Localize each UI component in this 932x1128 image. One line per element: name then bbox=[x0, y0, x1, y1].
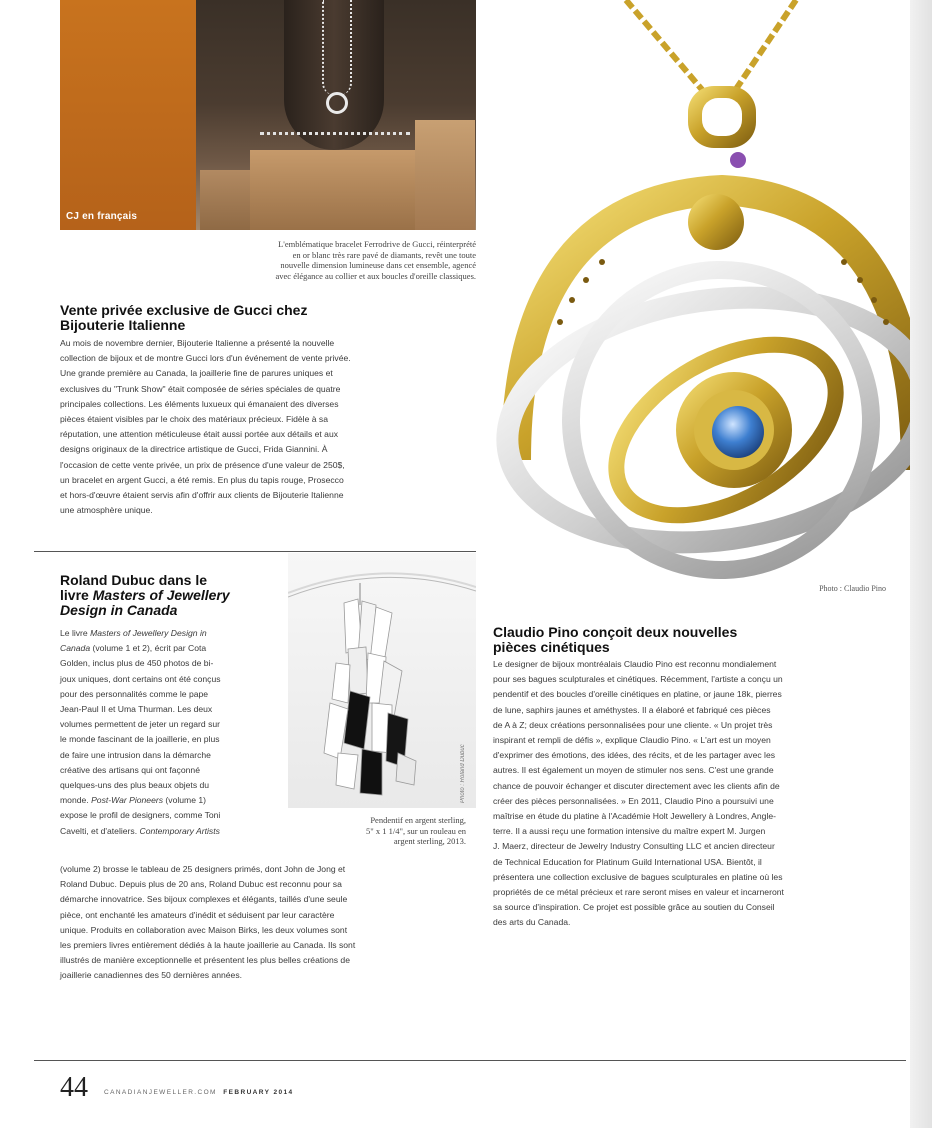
kinetic-pendant-illustration bbox=[476, 0, 910, 590]
pendant-illustration bbox=[288, 553, 476, 808]
gucci-display-photo bbox=[60, 0, 476, 230]
footer-rule bbox=[34, 1060, 906, 1061]
photo-caption: Pendentif en argent sterling, 5" x 1 1/4", sur un rouleau en argent sterling, 2013. bbox=[366, 815, 466, 846]
section-badge: CJ en français bbox=[66, 211, 138, 222]
display-box bbox=[200, 170, 255, 230]
article-headline: Claudio Pino conçoit deux nouvelles pièces cinétiques bbox=[493, 624, 738, 655]
orange-strip bbox=[60, 0, 196, 230]
article-headline: Roland Dubuc dans le livre Masters of Jewellery Design in Canada bbox=[60, 572, 230, 618]
photo-credit: Photo : Roland Dubuc bbox=[460, 744, 466, 803]
page-number: 44 bbox=[60, 1072, 88, 1103]
necklace-chain bbox=[322, 0, 352, 95]
display-box bbox=[250, 150, 420, 230]
dubuc-pendant-photo bbox=[288, 553, 476, 808]
article-body: Le livre Masters of Jewellery Design in Canada (volume 1 et 2), écrit par Cota Golden, inclus plus de 450 photos de bi- joux uniques, dont certains ont été conçus pour des personnalités comme le pape Jean-Paul II et Uma Thurman. Les deux volumes permettent de jeter un regard sur le monde fascinant de la joaillerie, en plus de faire une intrusion dans la démarche créative des artisans qui ont façonné quelques-uns des plus beaux objets du monde. Post-War Pioneers (volume 1) expose le profil de designers, comme Toni Cavelti, et d'ateliers. Contemporary Artists bbox=[60, 628, 221, 836]
bracelet bbox=[260, 132, 410, 143]
photo-caption: L'emblématique bracelet Ferrodrive de Gucci, réinterprété en or blanc très rare pavé de diamants, revêt une toute nouvelle dimension lumineuse dans cet ensemble, agencé avec élégance au collier et aux boucles d'oreille classiques. bbox=[275, 239, 476, 281]
photo-credit: Photo : Claudio Pino bbox=[819, 584, 886, 593]
article-body: (volume 2) brosse le tableau de 25 designers primés, dont John de Jong et Roland Dubuc. Depuis plus de 20 ans, Roland Dubuc est reconnu pour sa démarche innovatrice. Ses bijoux complexes et élégants, taillés d'une seule pièce, ont enchanté les amateurs d'inédit et séduisent par leur caractère unique. Produits en collaboration avec Maison Birks, les deux volumes sont les premiers livres entièrement dédiés à la haute joaillerie au Canada. Ils sont illustrés de manière exceptionnelle et présentent les plus belles créations de joaillerie canadiennes des 50 dernières années. bbox=[60, 864, 356, 981]
necklace-pendant bbox=[326, 92, 348, 114]
section-divider bbox=[34, 551, 476, 552]
claudio-pino-pendant-photo bbox=[476, 0, 910, 590]
article-body: Le designer de bijoux montréalais Claudio Pino est reconnu mondialement pour ses bagues sculpturales et cinétiques. Récemment, l'artiste a conçu un pendentif et des boucles d'oreille cinétiques en platine, or jaune 18k, pierres de lune, saphirs jaunes et améthystes. Il a élaboré et fabriqué ces pièces de A à Z; deux créations personnalisées pour une cliente. « Un projet très inspirant et rempli de défis », explique Claudio Pino. « L'art est un moyen d'exprimer des émotions, des idées, des récits, et de les partager avec les autres. Il est également un moyen de stimuler nos sens. C'est une grande chance de pouvoir échanger et discuter directement avec les clients afin de créer des pièces personnalisées. » En 2011, Claudio Pino a poursuivi une maîtrise en étude du platine à l'Académie Holt Jewellery à Londres, Angle- terre. Il a aussi reçu une formation intensive du maître expert M. Jurgen J. Maerz, directeur de Jewelry Industry Consulting LLC et ancien directeur de Technical Education for Platinum Guild International USA. Bientôt, il présentera une collection exclusive de bagues sculpturales en platine où les propriétés de ce métal précieux et rare seront mises en valeur et incarneront sa source d'inspiration. Ce projet est possible grâce au soutien du Conseil des arts du Canada. bbox=[493, 659, 784, 928]
article-headline: Vente privée exclusive de Gucci chez Bijouterie Italienne bbox=[60, 302, 308, 333]
footer-masthead: CANADIANJEWELLER.COM FEBRUARY 2014 bbox=[104, 1089, 294, 1096]
display-box bbox=[415, 120, 475, 230]
page-edge bbox=[910, 0, 932, 1128]
article-body: Au mois de novembre dernier, Bijouterie Italienne a présenté la nouvelle collection de bijoux et de montre Gucci lors d'un événement de vente privée. Une grande première au Canada, la joaillerie fine de parures uniques et exclusives du "Trunk Show" était composée de séries spéciales de quatre principales collections. Les éléments luxueux qui émanaient des diverses pièces étaient visibles par le choix des matériaux précieux. Fidèle à sa réputation, une attention méticuleuse était aussi portée aux détails et aux designs originaux de la directrice artistique de Gucci, Frida Giannini. À l'occasion de cette vente privée, un prix de présence d'une valeur de 250$, un bracelet en argent Gucci, a été remis. En plus du tapis rouge, Prosecco et hors-d'œuvre étaient servis afin d'offrir aux clients de Bijouterie Italienne une atmosphère unique. bbox=[60, 338, 351, 516]
